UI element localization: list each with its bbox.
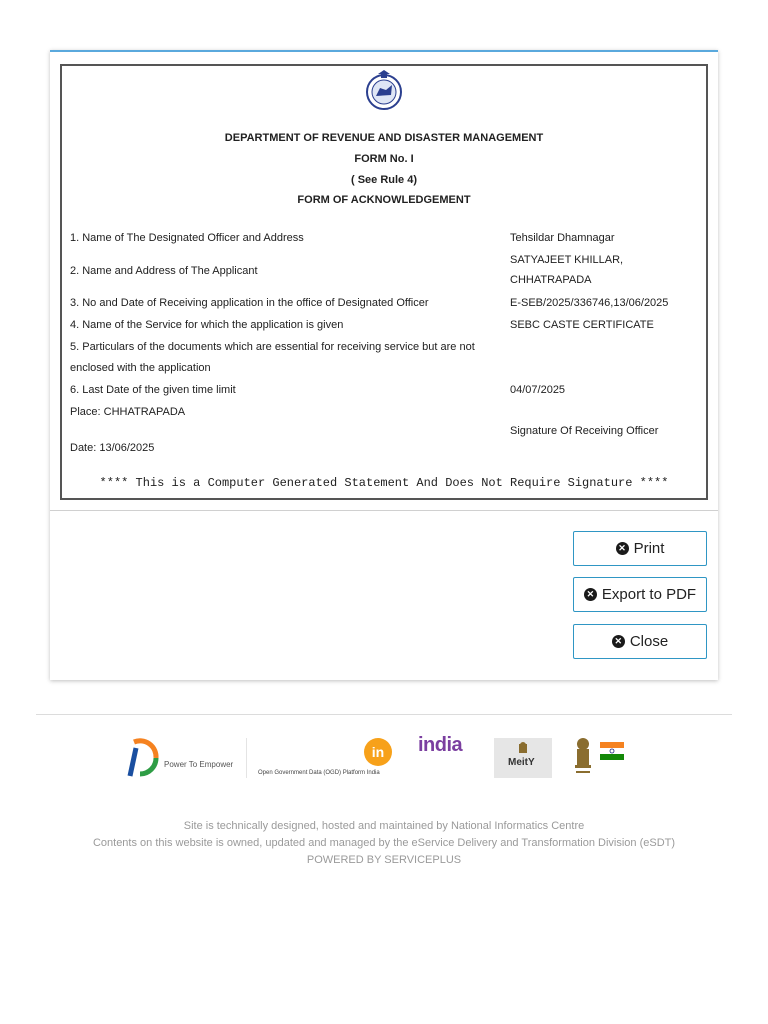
row-value-last-date: 04/07/2025 bbox=[510, 384, 566, 396]
rule-reference: ( See Rule 4) bbox=[350, 174, 418, 186]
form-title: FORM OF ACKNOWLEDGEMENT bbox=[297, 194, 471, 206]
meity-text: MeitY bbox=[508, 757, 535, 768]
row-value-applicant-address: CHHATRAPADA bbox=[510, 274, 592, 286]
signature-text: Signature Of Receiving Officer bbox=[510, 425, 659, 437]
place-text: Place: CHHATRAPADA bbox=[70, 406, 186, 418]
divider bbox=[50, 510, 718, 511]
row-value-service: SEBC CASTE CERTIFICATE bbox=[510, 319, 654, 331]
close-circle-icon: ✕ bbox=[584, 588, 597, 601]
form-number: FORM No. I bbox=[354, 153, 414, 165]
digital-india-icon bbox=[126, 738, 160, 778]
department-title: DEPARTMENT OF REVENUE AND DISASTER MANAGEMENT bbox=[224, 132, 544, 144]
partner-logos bbox=[0, 734, 768, 784]
digital-india-tagline: Power To Empower bbox=[164, 760, 234, 769]
footer-separator bbox=[36, 714, 732, 715]
meity-logo[interactable] bbox=[494, 738, 552, 778]
close-button[interactable] bbox=[573, 624, 707, 659]
row-label-applicant: 2. Name and Address of The Applicant bbox=[70, 265, 258, 277]
india-gov-logo[interactable] bbox=[418, 734, 474, 768]
row-label-last-date: 6. Last Date of the given time limit bbox=[70, 384, 236, 396]
close-circle-icon: ✕ bbox=[612, 635, 625, 648]
export-pdf-button-label: Export to PDF bbox=[601, 586, 697, 603]
national-emblem-icon bbox=[572, 736, 594, 778]
india-gov-text: india bbox=[418, 734, 463, 756]
row-value-application-no: E-SEB/2025/336746,13/06/2025 bbox=[510, 297, 669, 309]
acknowledgement-document bbox=[60, 64, 708, 500]
footer-nic-line: Site is technically designed, hosted and maintained by National Informatics Centre bbox=[183, 820, 585, 832]
ogd-text: Open Government Data (OGD) Platform India bbox=[258, 770, 380, 776]
emblem-small-icon bbox=[516, 742, 530, 754]
acknowledgement-card bbox=[50, 50, 718, 680]
india-flag-icon bbox=[600, 742, 624, 760]
digital-india-logo[interactable] bbox=[126, 738, 238, 778]
row-label-service: 4. Name of the Service for which the application is given bbox=[70, 319, 344, 331]
footer-powered-by: POWERED BY SERVICEPLUS bbox=[306, 854, 462, 866]
row-label-application-no: 3. No and Date of Receiving application in the office of Designated Officer bbox=[70, 297, 429, 309]
computer-generated-note: **** This is a Computer Generated Statement And Does Not Require Signature **** bbox=[99, 476, 669, 490]
ogd-icon: in bbox=[364, 738, 392, 766]
row-label-officer: 1. Name of The Designated Officer and Address bbox=[70, 232, 304, 244]
row-label-documents: 5. Particulars of the documents which are essential for receiving service but are not bbox=[70, 341, 475, 353]
export-pdf-button[interactable] bbox=[573, 577, 707, 612]
odisha-emblem-icon bbox=[364, 68, 404, 112]
logo-divider bbox=[246, 738, 247, 778]
row-label-documents-cont: enclosed with the application bbox=[70, 362, 211, 374]
close-circle-icon: ✕ bbox=[616, 542, 629, 555]
national-emblem-flag[interactable] bbox=[572, 736, 628, 780]
print-button-label: Print bbox=[633, 540, 665, 557]
footer-esdt-line: Contents on this website is owned, updated and managed by the eService Delivery and Transformation Division (eSDT) bbox=[92, 837, 676, 849]
print-button[interactable] bbox=[573, 531, 707, 566]
ogd-logo[interactable] bbox=[258, 738, 394, 780]
row-value-applicant-name: SATYAJEET KHILLAR, bbox=[510, 254, 624, 266]
row-value-officer: Tehsildar Dhamnagar bbox=[510, 232, 615, 244]
date-text: Date: 13/06/2025 bbox=[70, 442, 155, 454]
site-footer bbox=[0, 818, 768, 869]
close-button-label: Close bbox=[629, 633, 669, 650]
